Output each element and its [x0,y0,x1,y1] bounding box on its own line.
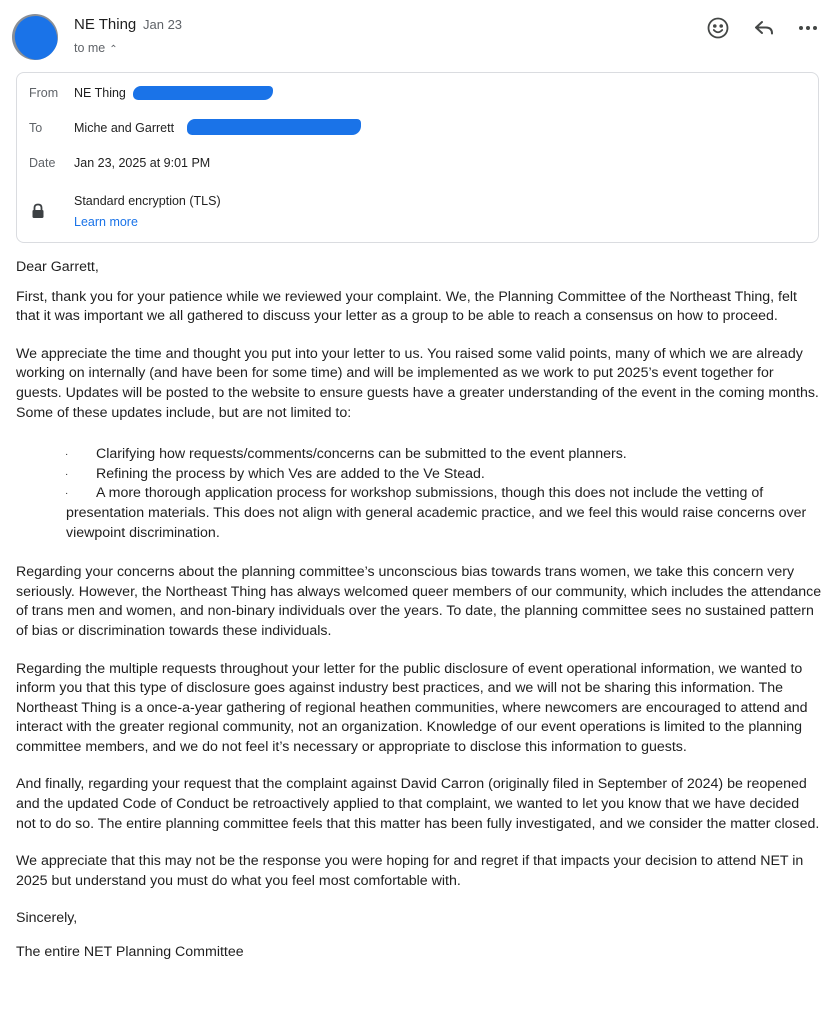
paragraph-3: Regarding your concerns about the planning committee’s unconscious bias towards trans women, we take this concern very seriously. However, the Northeast Thing has always welcomed queer members of our community, which includes the attendance of trans men and women, and non-binary individuals over the years. To date, the planning committee sees no sustained pattern of bias or discrimination towards these individuals. [16,564,822,639]
avatar[interactable] [12,14,58,60]
emoji-icon[interactable] [704,14,732,42]
closing: Sincerely, [16,910,78,927]
paragraph-4: Regarding the multiple requests throughout your letter for the public disclosure of event operational information, we wanted to inform you that this type of disclosure goes against industry best practices, and we will not be sharing this information. The Northeast Thing is a once-a-year gathering of regional heathen communities, where newcomers are encouraged to attend and interact with the greater regional community, not an organization. Knowledge of our event operations is limited to the planning committee members, and we do not feel it’s necessary or appropriate to disclose this information to guests. [16,660,808,755]
greeting: Dear Garrett, [16,259,99,275]
to-label: To [29,121,43,135]
reply-icon[interactable] [750,14,778,42]
email-body [16,258,822,981]
encryption-status: Standard encryption (TLS) [74,194,221,208]
from-value: NE Thing [74,86,126,100]
chevron-up-icon: ⌃ [109,44,118,55]
date-label: Date [29,156,56,170]
paragraph-5: And finally, regarding your request that the complaint against David Carron (originally filed in September of 2024) be reopened and the updated Code of Conduct be retroactively applied to that complaint, we wanted to let you know that we have decided not to do so. The entire planning committee feels that this matter has been fully investigated, and we consider the matter closed. [16,776,820,832]
recipient-toggle[interactable] [74,41,118,55]
learn-more-link[interactable]: Learn more [74,215,138,229]
to-value: Miche and Garrett [74,121,175,135]
paragraph-6: We appreciate that this may not be the response you were hoping for and regret if that impacts your decision to attend NET in 2025 but understand you must do what you feel most comfortable with. [16,853,804,889]
update-list [16,445,822,543]
date-value: Jan 23, 2025 at 9:01 PM [74,156,211,170]
list-item: · Clarifying how requests/comments/concerns can be submitted to the event planners. [65,446,627,463]
sender-name[interactable]: NE Thing [74,16,137,33]
message-date: Jan 23 [143,17,183,32]
list-item: · Refining the process by which Ves are added to the Ve Stead. [65,465,485,482]
redacted-email-to [187,119,361,135]
more-icon[interactable] [794,14,822,42]
lock-icon [31,203,45,224]
paragraph-1: First, thank you for your patience while we reviewed your complaint. We, the Planning Committee of the Northeast Thing, felt that it was important we all gathered to discuss your letter as a group to be able to reach a consensus on how to proceed. [16,288,797,325]
paragraph-2: We appreciate the time and thought you put into your letter to us. You raised some valid points, many of which we are already working on internally (and have been for some time) and will be implemented as we work to put 2025’s event together for guests. Updates will be posted to the website to ensure guests have a greater understanding of the event in the coming months. Some of these updates include, but are not limited to: [16,345,819,421]
from-label: From [29,86,59,100]
recipient-summary: to me [74,41,106,55]
redaction-scribble [12,14,58,60]
redacted-email-from [133,86,273,100]
signature: The entire NET Planning Committee [16,944,244,961]
list-item: · A more thorough application process for workshop submissions, though this does not include the vetting of presentation materials. This does not align with general academic practice, and we feel this would raise concerns over viewpoint discrimination. [65,485,807,541]
message-details-card [16,72,819,243]
